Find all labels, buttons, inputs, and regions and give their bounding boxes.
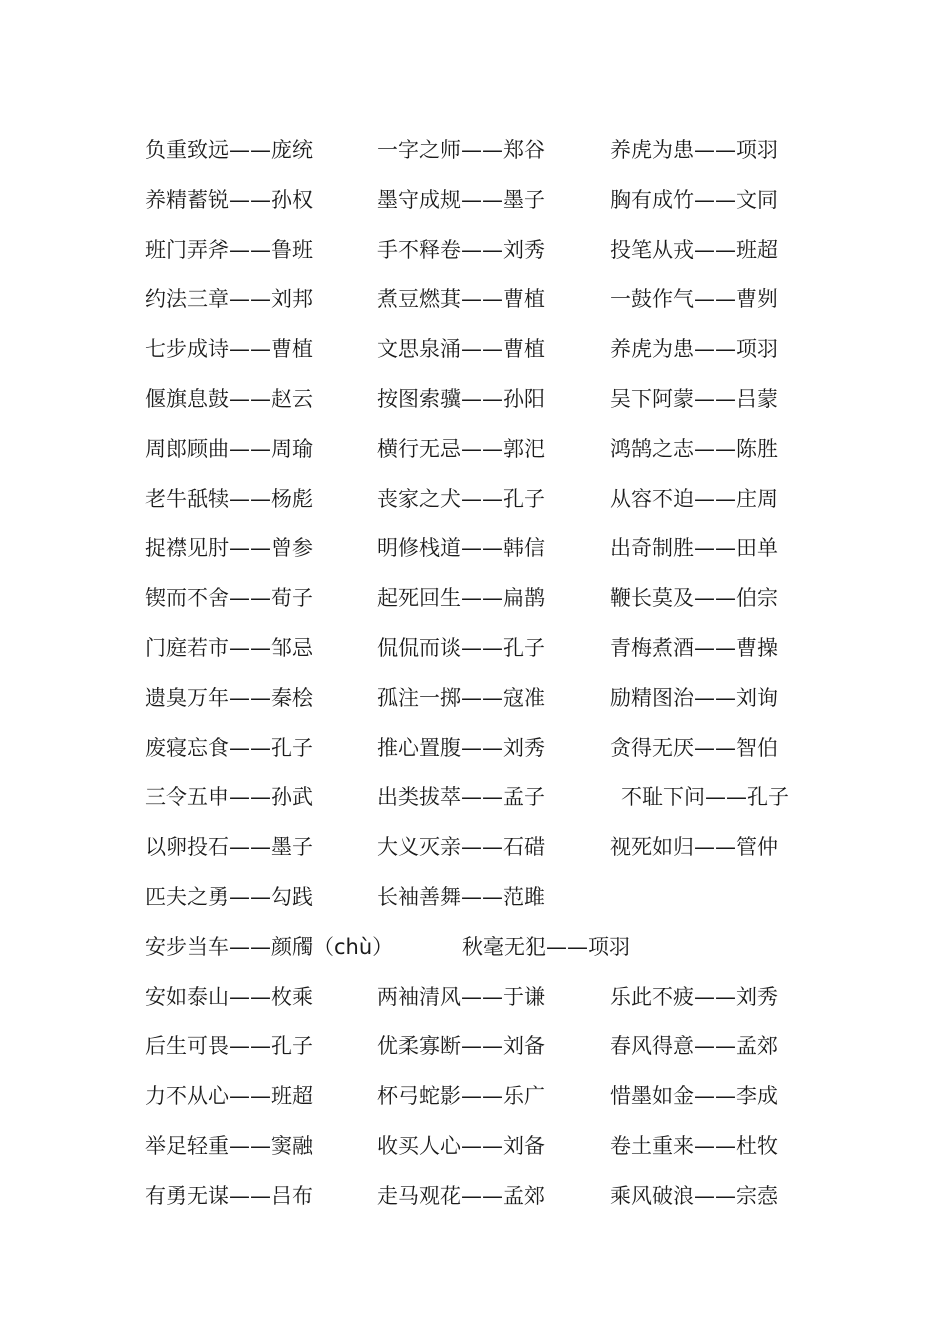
idiom-entry: 丧家之犬——孔子 bbox=[377, 486, 545, 511]
idiom-entry: 养虎为患——项羽 bbox=[610, 337, 778, 362]
idiom-entry: 侃侃而谈——孔子 bbox=[377, 635, 545, 660]
idiom-entry: 两袖清风——于谦 bbox=[377, 984, 545, 1009]
idiom-entry: 收买人心——刘备 bbox=[377, 1133, 545, 1158]
list-row bbox=[145, 481, 845, 531]
idiom-entry: 班门弄斧——鲁班 bbox=[145, 237, 313, 262]
idiom-entry: 力不从心——班超 bbox=[145, 1084, 313, 1109]
list-row bbox=[145, 530, 845, 580]
idiom-entry: 老牛舐犊——杨彪 bbox=[145, 486, 313, 511]
idiom-entry: 墨守成规——墨子 bbox=[377, 187, 545, 212]
idiom-entry: 安步当车——颜斶（chù） bbox=[145, 934, 394, 959]
list-row bbox=[145, 331, 845, 381]
idiom-entry: 七步成诗——曹植 bbox=[145, 337, 313, 362]
idiom-entry: 春风得意——孟郊 bbox=[610, 1034, 778, 1059]
idiom-entry: 鞭长莫及——伯宗 bbox=[610, 586, 778, 611]
idiom-entry: 匹夫之勇——勾践 bbox=[145, 884, 313, 909]
idiom-entry: 三令五申——孙武 bbox=[145, 785, 313, 810]
list-row bbox=[145, 879, 845, 929]
idiom-entry: 秋毫无犯——项羽 bbox=[462, 934, 630, 959]
list-row bbox=[145, 680, 845, 730]
idiom-list bbox=[145, 132, 845, 1228]
idiom-entry: 遗臭万年——秦桧 bbox=[145, 685, 313, 710]
idiom-entry: 捉襟见肘——曾参 bbox=[145, 536, 313, 561]
idiom-entry: 推心置腹——刘秀 bbox=[377, 735, 545, 760]
idiom-entry: 惜墨如金——李成 bbox=[610, 1084, 778, 1109]
idiom-entry: 门庭若市——邹忌 bbox=[145, 635, 313, 660]
idiom-entry: 安如泰山——枚乘 bbox=[145, 984, 313, 1009]
idiom-entry: 偃旗息鼓——赵云 bbox=[145, 386, 313, 411]
idiom-entry: 不耻下问——孔子 bbox=[621, 785, 789, 810]
idiom-entry: 明修栈道——韩信 bbox=[377, 536, 545, 561]
idiom-entry: 文思泉涌——曹植 bbox=[377, 337, 545, 362]
idiom-entry: 养精蓄锐——孙权 bbox=[145, 187, 313, 212]
idiom-entry: 周郎顾曲——周瑜 bbox=[145, 436, 313, 461]
idiom-entry: 一鼓作气——曹刿 bbox=[610, 287, 778, 312]
idiom-entry: 横行无忌——郭汜 bbox=[377, 436, 545, 461]
list-row bbox=[145, 829, 845, 879]
idiom-entry: 走马观花——孟郊 bbox=[377, 1183, 545, 1208]
idiom-entry: 励精图治——刘询 bbox=[610, 685, 778, 710]
list-row bbox=[145, 232, 845, 282]
list-row bbox=[145, 929, 845, 979]
idiom-entry: 出奇制胜——田单 bbox=[610, 536, 778, 561]
list-row bbox=[145, 1028, 845, 1078]
list-row bbox=[145, 979, 845, 1029]
list-row bbox=[145, 1178, 845, 1228]
idiom-entry: 孤注一掷——寇准 bbox=[377, 685, 545, 710]
idiom-entry: 吴下阿蒙——吕蒙 bbox=[610, 386, 778, 411]
list-row bbox=[145, 730, 845, 780]
idiom-entry: 出类拔萃——孟子 bbox=[377, 785, 545, 810]
idiom-entry: 煮豆燃萁——曹植 bbox=[377, 287, 545, 312]
idiom-entry: 视死如归——管仲 bbox=[610, 835, 778, 860]
idiom-entry: 贪得无厌——智伯 bbox=[610, 735, 778, 760]
idiom-entry: 投笔从戎——班超 bbox=[610, 237, 778, 262]
idiom-entry: 锲而不舍——荀子 bbox=[145, 586, 313, 611]
idiom-entry: 乐此不疲——刘秀 bbox=[610, 984, 778, 1009]
idiom-entry: 有勇无谋——吕布 bbox=[145, 1183, 313, 1208]
idiom-entry: 手不释卷——刘秀 bbox=[377, 237, 545, 262]
list-row bbox=[145, 580, 845, 630]
idiom-entry: 起死回生——扁鹊 bbox=[377, 586, 545, 611]
idiom-entry: 以卵投石——墨子 bbox=[145, 835, 313, 860]
list-row bbox=[145, 779, 845, 829]
idiom-entry: 后生可畏——孔子 bbox=[145, 1034, 313, 1059]
idiom-entry: 一字之师——郑谷 bbox=[377, 138, 545, 162]
idiom-entry: 青梅煮酒——曹操 bbox=[610, 635, 778, 660]
list-row bbox=[145, 431, 845, 481]
list-row bbox=[145, 182, 845, 232]
idiom-entry: 鸿鹄之志——陈胜 bbox=[610, 436, 778, 461]
list-row bbox=[145, 132, 845, 182]
idiom-entry: 大义灭亲——石碏 bbox=[377, 835, 545, 860]
idiom-entry: 负重致远——庞统 bbox=[145, 138, 313, 162]
idiom-entry: 约法三章——刘邦 bbox=[145, 287, 313, 312]
list-row bbox=[145, 1078, 845, 1128]
idiom-entry: 长袖善舞——范雎 bbox=[377, 884, 545, 909]
idiom-entry: 卷土重来——杜牧 bbox=[610, 1133, 778, 1158]
list-row bbox=[145, 1128, 845, 1178]
idiom-entry: 按图索骥——孙阳 bbox=[377, 386, 545, 411]
idiom-entry: 从容不迫——庄周 bbox=[610, 486, 778, 511]
idiom-entry: 优柔寡断——刘备 bbox=[377, 1034, 545, 1059]
idiom-entry: 胸有成竹——文同 bbox=[610, 187, 778, 212]
idiom-entry: 乘风破浪——宗悫 bbox=[610, 1183, 778, 1208]
idiom-entry: 杯弓蛇影——乐广 bbox=[377, 1084, 545, 1109]
idiom-entry: 举足轻重——窦融 bbox=[145, 1133, 313, 1158]
idiom-entry: 废寝忘食——孔子 bbox=[145, 735, 313, 760]
list-row bbox=[145, 281, 845, 331]
idiom-entry: 养虎为患——项羽 bbox=[610, 138, 778, 162]
list-row bbox=[145, 630, 845, 680]
list-row bbox=[145, 381, 845, 431]
